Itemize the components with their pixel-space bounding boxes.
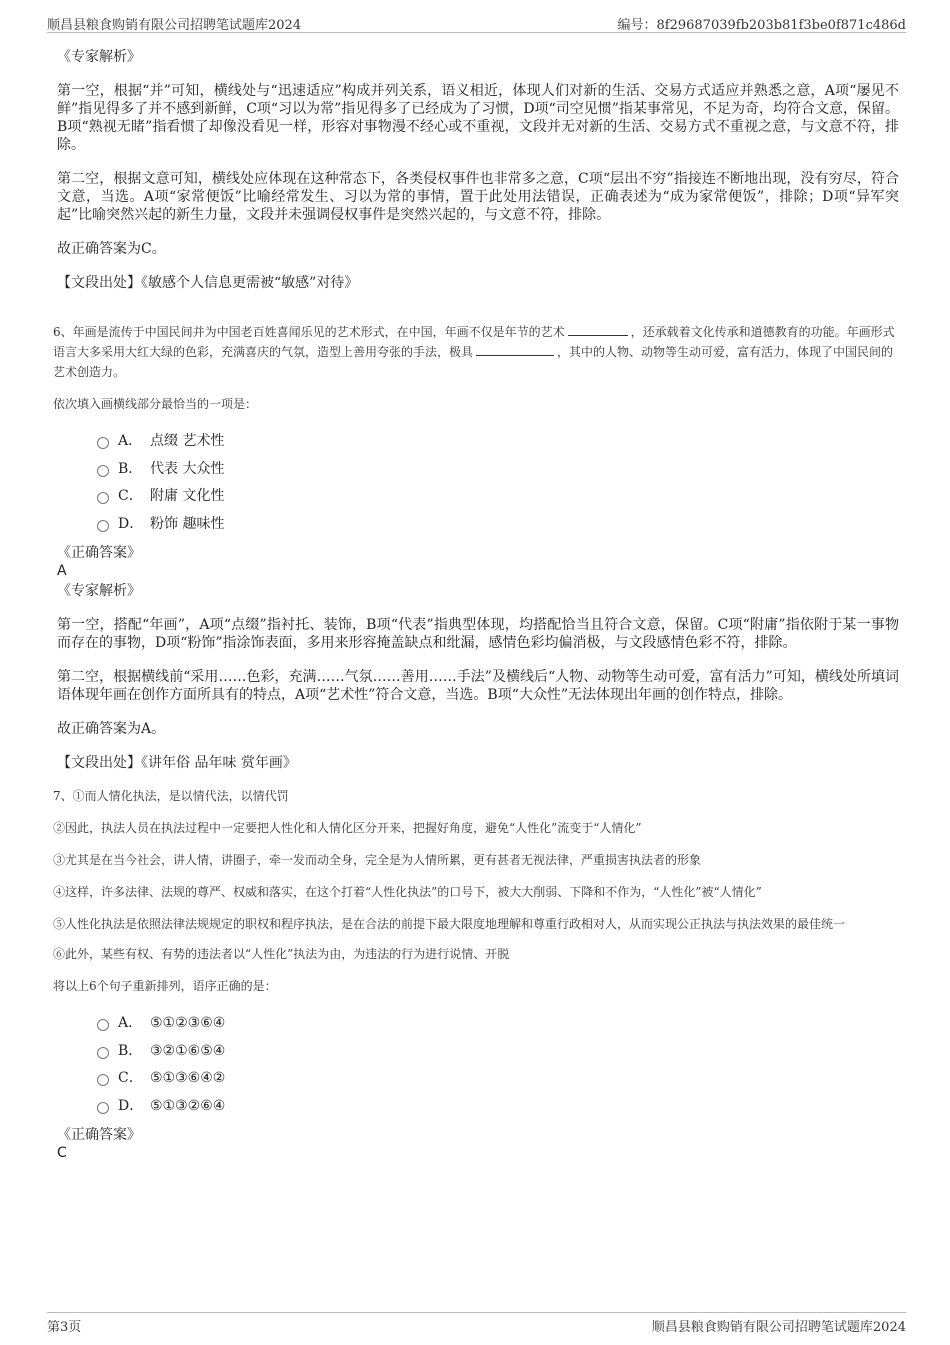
q6-prompt: 依次填入画横线部分最恰当的一项是：: [53, 397, 258, 411]
q7-options: [97, 1010, 899, 1120]
q6-blank-1: [568, 335, 628, 336]
option-text: 附庸 文化性: [150, 488, 225, 504]
q7-option-d[interactable]: [97, 1093, 899, 1121]
q6-analysis-p2: 第二空，根据横线前“采用……色彩，充满……气氛……善用……手法”及横线后“人物、动物等生动可爱，富有活力”可知，横线处所填词语体现年画在创作方面所具有的特点，A项“艺术性”符合文意，当选。B项“大众性”无法体现出年画的创作特点，排除。: [57, 669, 899, 703]
q7-answer: C: [57, 1145, 67, 1161]
radio-icon[interactable]: [97, 520, 109, 532]
option-letter: C．: [118, 488, 143, 504]
q6-stem-part1: 6、年画是流传于中国民间并为中国老百姓喜闻乐见的艺术形式，在中国，年画不仅是年节的艺术: [53, 325, 565, 339]
q6-answer: A: [57, 563, 67, 579]
q6-source: 【文段出处】《讲年俗 品年味 赏年画》: [57, 755, 297, 771]
page-header: [47, 12, 906, 33]
q5-conclusion: 故正确答案为C。: [57, 241, 166, 257]
option-text: 粉饰 趣味性: [150, 515, 225, 532]
q5-analysis-title: 《专家解析》: [57, 49, 141, 65]
option-text: ⑤①③⑥④②: [150, 1070, 226, 1086]
option-text: 代表 大众性: [150, 460, 225, 477]
footer-page-number: 第3页: [47, 1320, 82, 1335]
radio-icon[interactable]: [97, 1102, 109, 1114]
q7-sentence-3: ③尤其是在当今社会，讲人情，讲圈子，牵一发而动全身，完全是为人情所累，更有甚者无视法律，严重损害执法者的形象: [53, 853, 702, 867]
q6-stem-part2: ，还承载着文化传承和道德教育的功能。年画形式语言大多采用大红大绿的色彩，充满喜庆的气氛，造型上善用夸张的手法，极具: [53, 325, 895, 359]
q6-analysis-title: 《专家解析》: [57, 583, 141, 599]
footer-title: 顺昌县粮食购销有限公司招聘笔试题库2024: [651, 1320, 906, 1335]
q7-sentence-6: ⑥此外，某些有权、有势的违法者以“人性化”执法为由，为违法的行为进行说情、开脱: [53, 947, 510, 961]
q6-stem: [53, 322, 899, 382]
radio-icon[interactable]: [97, 1047, 109, 1059]
option-letter: D．: [118, 515, 144, 532]
q7-sentence-4: ④这样，许多法律、法规的尊严、权威和落实，在这个打着“人性化执法”的口号下，被大大削弱、下降和不作为，“人性化”被“人情化”: [53, 885, 762, 899]
q6-option-d[interactable]: [97, 511, 899, 539]
q7-prompt: 将以上6个句子重新排列，语序正确的是：: [53, 979, 277, 993]
header-serial-label: 编号：: [617, 18, 657, 33]
header-serial: [618, 14, 907, 33]
q5-analysis-p2: 第二空，根据文意可知，横线处应体现在这种常态下，各类侵权事件也非常多之意，C项“层出不穷”指接连不断地出现，没有穷尽，符合文意，当选。A项“家常便饭”比喻经常发生、习以为常的事情，置于此处用法错误，正确表述为“成为家常便饭”，排除；D项“异军突起”比喻突然兴起的新生力量，文段并未强调侵权事件是突然兴起的，与文意不符，排除。: [57, 171, 899, 223]
q7-option-a[interactable]: [97, 1010, 899, 1038]
radio-icon[interactable]: [97, 492, 109, 504]
q5-analysis-p1: 第一空，根据“并”可知，横线处与“迅速适应”构成并列关系，语义相近，体现人们对新的生活、交易方式适应并熟悉之意，A项“屡见不鲜”指见得多了并不感到新鲜，C项“习以为常”指见得多了已经成为了习惯，D项“司空见惯”指某事常见，不足为奇，均符合文意，保留。B项“熟视无睹”指看惯了却像没看见一样，形容对事物漫不经心或不重视，文段并无对新的生活、交易方式不重视之意，与文意不符，排除。: [57, 83, 899, 153]
q7-sentence-2: ②因此，执法人员在执法过程中一定要把人性化和人情化区分开来，把握好角度，避免“人性化”流变于“人情化”: [53, 821, 642, 835]
q7-answer-title: 《正确答案》: [57, 1127, 141, 1143]
radio-icon[interactable]: [97, 437, 109, 449]
option-letter: B．: [118, 460, 143, 477]
option-letter: A．: [118, 433, 143, 449]
q6-blank-2: [476, 355, 554, 356]
radio-icon[interactable]: [97, 1074, 109, 1086]
header-title: 顺昌县粮食购销有限公司招聘笔试题库2024: [47, 18, 302, 33]
q7-option-c[interactable]: [97, 1065, 899, 1093]
q6-option-a[interactable]: [97, 428, 899, 456]
option-text: ③②①⑥⑤④: [150, 1042, 226, 1059]
q6-answer-title: 《正确答案》: [57, 545, 141, 561]
option-letter: C．: [118, 1070, 143, 1086]
q6-option-b[interactable]: [97, 456, 899, 484]
q6-options: [97, 428, 899, 538]
q7-sentence-5: ⑤人性化执法是依照法律法规规定的职权和程序执法，是在合法的前提下最大限度地理解和尊重行政相对人，从而实现公正执法与执法效果的最佳统一: [53, 917, 846, 931]
q6-analysis-p1: 第一空，搭配“年画”，A项“点缀”指衬托、装饰，B项“代表”指典型体现，均搭配恰当且符合文意，保留。C项“附庸”指依附于某一事物而存在的事物，D项“粉饰”指涂饰表面，多用来形容掩盖缺点和纰漏，感情色彩均偏消极，与文段感情色彩不符，排除。: [57, 617, 899, 651]
page-footer: [47, 1312, 906, 1335]
option-letter: A．: [118, 1015, 143, 1031]
option-letter: B．: [118, 1042, 143, 1059]
option-text: ⑤①②③⑥④: [150, 1015, 226, 1031]
radio-icon[interactable]: [97, 465, 109, 477]
q5-source: 【文段出处】《敏感个人信息更需被“敏感”对待》: [57, 275, 359, 291]
option-text: 点缀 艺术性: [150, 433, 225, 449]
q6-option-c[interactable]: [97, 483, 899, 511]
q7-option-b[interactable]: [97, 1038, 899, 1066]
header-serial-value: 8f29687039fb203b81f3be0f871c486d: [656, 18, 906, 33]
q7-sentence-1: 7、①而人情化执法，是以情代法，以情代罚: [53, 789, 289, 803]
q6-conclusion: 故正确答案为A。: [57, 721, 166, 737]
option-text: ⑤①③②⑥④: [150, 1097, 226, 1114]
radio-icon[interactable]: [97, 1019, 109, 1031]
q6-stem-part3: ，其中的人物、动物等生动可爱，富有活力，体现了中国民间的艺术创造力。: [53, 345, 894, 379]
page-content: [53, 44, 899, 1162]
option-letter: D．: [118, 1097, 144, 1114]
